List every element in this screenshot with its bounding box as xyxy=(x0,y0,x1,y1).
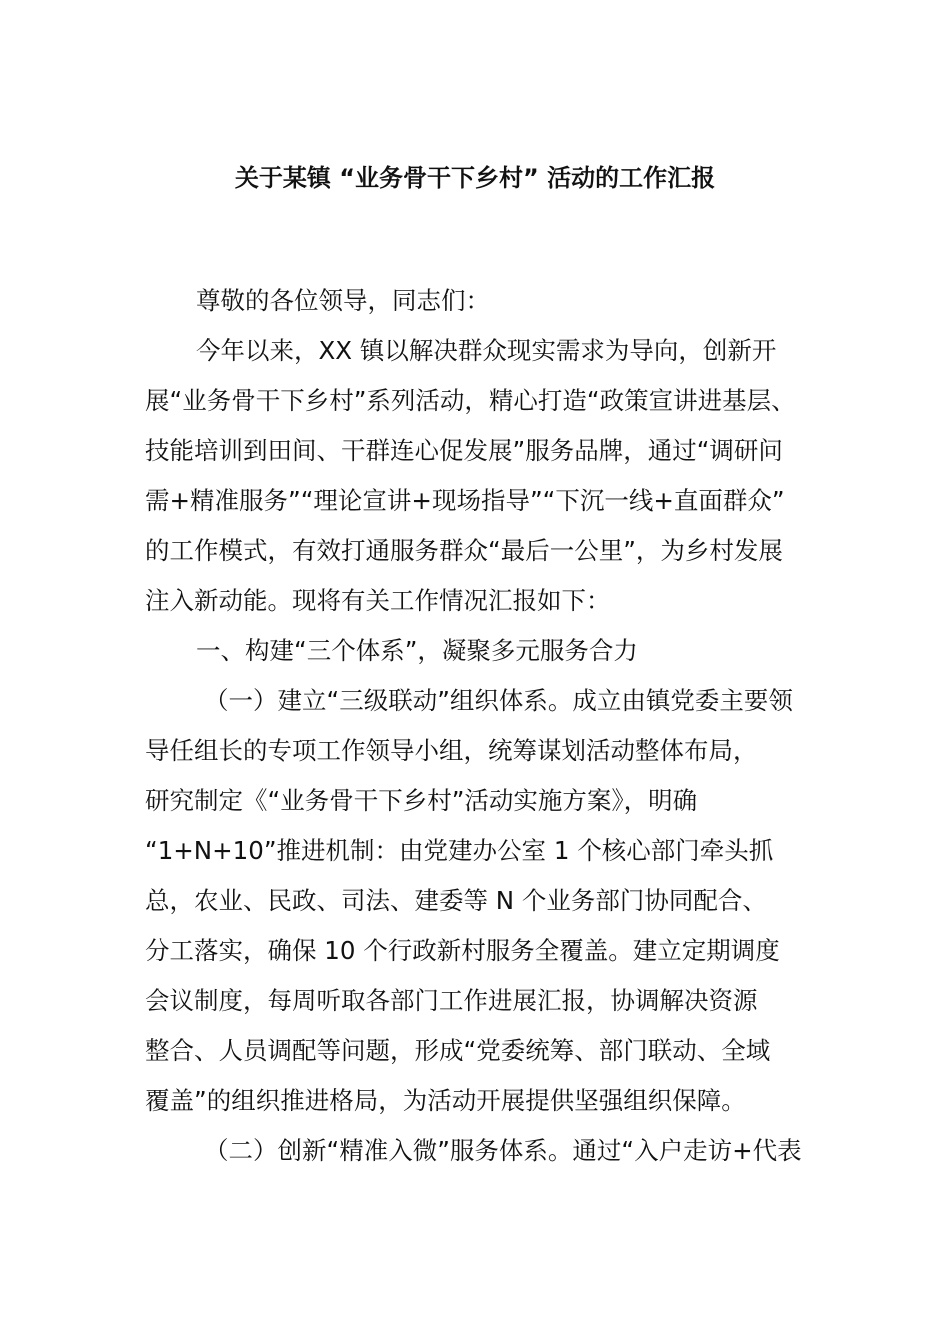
subsection-line: （一）建立“三级联动”组织体系。成立由镇党委主要领 xyxy=(204,686,793,715)
paragraph-line: 技能培训到田间、干群连心促发展”服务品牌，通过“调研问 xyxy=(145,436,783,465)
paragraph-line: “1+N+10”推进机制：由党建办公室 1 个核心部门牵头抓 xyxy=(145,836,774,865)
paragraph-line: 需+精准服务”“理论宣讲+现场指导”“下沉一线+直面群众” xyxy=(145,486,785,515)
paragraph-line: 研究制定《“业务骨干下乡村”活动实施方案》，明确 xyxy=(145,786,698,815)
paragraph-line: 的工作模式，有效打通服务群众“最后一公里”，为乡村发展 xyxy=(145,536,783,565)
subsection-line: （二）创新“精准入微”服务体系。通过“入户走访+代表 xyxy=(204,1136,802,1165)
document-title: 关于某镇 “业务骨干下乡村” 活动的工作汇报 xyxy=(234,164,716,192)
paragraph-line: 总，农业、民政、司法、建委等 N 个业务部门协同配合、 xyxy=(145,886,767,915)
paragraph-line: 展“业务骨干下乡村”系列活动，精心打造“政策宣讲进基层、 xyxy=(145,386,796,415)
paragraph-line: 今年以来，XX 镇以解决群众现实需求为导向，创新开 xyxy=(196,336,777,365)
paragraph-line: 覆盖”的组织推进格局，为活动开展提供坚强组织保障。 xyxy=(145,1086,746,1115)
paragraph-line: 整合、人员调配等问题，形成“党委统筹、部门联动、全域 xyxy=(145,1036,771,1065)
section-heading: 一、构建“三个体系”，凝聚多元服务合力 xyxy=(196,636,638,665)
salutation-line: 尊敬的各位领导，同志们： xyxy=(196,286,490,315)
paragraph-line: 导任组长的专项工作领导小组，统筹谋划活动整体布局， xyxy=(145,736,758,765)
paragraph-line: 会议制度，每周听取各部门工作进展汇报，协调解决资源 xyxy=(145,986,758,1015)
paragraph-line: 分工落实，确保 10 个行政新村服务全覆盖。建立定期调度 xyxy=(145,936,780,965)
paragraph-line: 注入新动能。现将有关工作情况汇报如下： xyxy=(145,586,611,615)
